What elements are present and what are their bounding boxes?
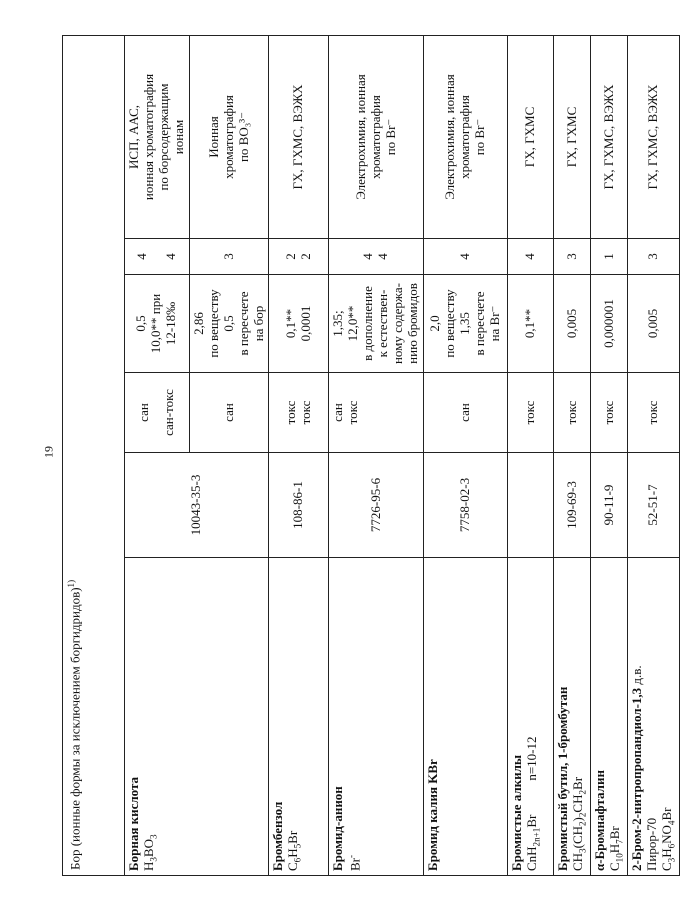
value-line: 2,86: [190, 312, 206, 335]
hazard-text: токс: [522, 400, 538, 425]
hazard-text: токс: [345, 400, 361, 425]
norm-value: [554, 275, 591, 373]
value-line: 12-18‰: [163, 301, 179, 346]
value-line: 0,5: [133, 315, 149, 332]
class-value: 1: [600, 253, 616, 260]
value-line: на бор: [250, 305, 266, 342]
table-row: [628, 36, 680, 876]
method-line: ГХ, ГХМС, ВЭЖХ: [600, 84, 616, 190]
method-line: ГХ, ГХМС, ВЭЖХ: [645, 84, 661, 190]
cas-number: 10043-35-3: [125, 453, 269, 558]
substance-name-cell: [554, 558, 591, 876]
hazard-class: [591, 239, 628, 275]
hazard-text: сан: [220, 403, 236, 422]
norm-value: [591, 275, 628, 373]
method-line: ИСП, ААС,: [126, 105, 141, 169]
hazard-indicator: [125, 373, 190, 453]
hazard-indicator: [554, 373, 591, 453]
class-value: 4: [522, 253, 538, 260]
value-line: 0,5: [220, 315, 236, 332]
table-row: [424, 36, 508, 876]
cas-number: 7758-02-3: [424, 453, 508, 558]
group-header-row: [63, 36, 125, 876]
norm-value: [628, 275, 680, 373]
method-line: Электрохимия, ионная: [442, 74, 458, 200]
norm-value: [125, 275, 190, 373]
value-line: по веществу: [205, 289, 221, 358]
formula-parameter: n=10-12: [524, 736, 539, 781]
substance-formula: $C_3H_6NO_4Br$: [658, 807, 677, 871]
cas-number: 109-69-3: [554, 453, 591, 558]
norm-value: [189, 275, 269, 373]
substance-name-cell: [269, 558, 329, 876]
substance-formula: $C_{10}H_7Br$: [606, 826, 625, 871]
substance-name: Бромид калия KBr: [425, 759, 441, 871]
hazard-class: [424, 239, 508, 275]
value-line: на Br⁻: [486, 305, 502, 342]
hazard-text: токс: [283, 400, 298, 425]
value-line: в дополнение: [360, 286, 376, 361]
class-value: 3: [220, 253, 236, 260]
hazard-class: [628, 239, 680, 275]
method-line: хроматография: [220, 95, 236, 179]
class-value: 4: [133, 253, 149, 260]
method-line: ГХ, ГХМС: [522, 106, 538, 168]
class-value: 4: [375, 253, 391, 260]
group-header-label: Бор (ионные формы за исключением боргидридов): [67, 587, 83, 870]
class-value: 2: [283, 253, 298, 260]
norm-value: [424, 275, 508, 373]
method-line: по Br⁻: [382, 118, 398, 156]
substance-name: α-Бромнафталин: [592, 770, 608, 871]
hazard-class: [554, 239, 591, 275]
analysis-method: [189, 36, 269, 239]
substance-name-suffix: д.в.: [629, 665, 645, 688]
analysis-method: [591, 36, 628, 239]
method-line: по Br⁻: [472, 118, 488, 156]
hazard-indicator: [424, 373, 508, 453]
class-value: 4: [457, 253, 473, 260]
value-line: по веществу: [442, 289, 458, 358]
value-line: 0,005: [645, 308, 661, 339]
method-line: ГХ, ГХМС, ВЭЖХ: [290, 84, 306, 190]
substance-name-cell: [591, 558, 628, 876]
table-row: [591, 36, 628, 876]
value-line: 12,0**: [345, 305, 361, 342]
value-line: 0,000001: [600, 299, 616, 348]
hazard-text: токс: [645, 400, 661, 425]
substance-name: Бромид-анион: [330, 786, 346, 871]
method-line: ионная хроматография: [140, 73, 156, 201]
value-line: 0,0001: [297, 305, 313, 342]
cas-number: 90-11-9: [591, 453, 628, 558]
cas-number: 52-51-7: [628, 453, 680, 558]
table-row: [508, 36, 554, 876]
substance-name: Борная кислота: [126, 776, 141, 871]
group-header-note: 1): [66, 579, 76, 588]
hazard-class: [269, 239, 329, 275]
substance-formula-line: [525, 562, 542, 871]
method-line: по борсодержащим: [155, 83, 171, 191]
value-line: нию бромидов: [405, 283, 421, 364]
class-value: 3: [563, 253, 579, 260]
value-line: к естествен-: [375, 289, 391, 358]
hazard-text: сан-токс: [160, 389, 176, 436]
hazard-text: сан: [457, 403, 473, 422]
hazard-class: [189, 239, 269, 275]
cas-number: 108-86-1: [269, 453, 329, 558]
value-line: 0,1**: [283, 308, 298, 339]
norm-value: [329, 275, 424, 373]
value-line: в пересчете: [472, 291, 488, 356]
substance-formula: CnH$_{2n+1}$Br: [524, 814, 542, 871]
hazard-indicator: [189, 373, 269, 453]
class-value: 4: [360, 253, 376, 260]
hazard-class: [125, 239, 190, 275]
hazard-text: сан: [330, 403, 346, 422]
group-header-cell: [63, 36, 125, 876]
hazard-text: токс: [297, 400, 313, 425]
substance-name-cell: [329, 558, 424, 876]
substance-formula: $H_3BO_3$: [140, 834, 159, 871]
cas-number: [508, 453, 554, 558]
rotated-table-wrapper: [62, 36, 677, 876]
value-line: 0,1**: [522, 308, 538, 339]
substances-table: [62, 35, 680, 876]
table-row: [554, 36, 591, 876]
hazard-text: токс: [600, 400, 616, 425]
substance-formula: Br-: [346, 854, 363, 871]
value-line: 10,0** при: [148, 293, 164, 354]
substance-name: 2-Бром-2-нитропропандиол-1,3: [629, 687, 645, 871]
hazard-text: токс: [563, 400, 579, 425]
value-line: в пересчете: [235, 291, 251, 356]
analysis-method: [554, 36, 591, 239]
substance-formula: $C_6H_5Br$: [285, 830, 303, 871]
method-line: хроматография: [367, 95, 383, 179]
substance-trade-name: Пирор-70: [643, 817, 659, 871]
cas-number: 7726-95-6: [329, 453, 424, 558]
analysis-method: [508, 36, 554, 239]
analysis-method: [424, 36, 508, 239]
value-line: 1,35;: [330, 310, 346, 337]
page-number: 19: [41, 446, 56, 458]
analysis-method: [125, 36, 190, 239]
table-row: [269, 36, 329, 876]
analysis-method: [628, 36, 680, 239]
substance-name-cell: [628, 558, 680, 876]
class-value: 3: [645, 253, 661, 260]
method-line: Электрохимия, ионная: [352, 74, 368, 200]
norm-value: [269, 275, 329, 373]
method-line: по BO₃³⁻: [235, 111, 251, 163]
method-line: ионам: [170, 119, 186, 155]
substance-name: Бромистый бутил, 1-бромбутан: [555, 686, 571, 871]
substance-name-cell: [125, 558, 269, 876]
hazard-indicator: [628, 373, 680, 453]
substance-name: Бромистые алкилы: [509, 754, 525, 871]
value-line: ному содержа-: [390, 282, 406, 365]
hazard-text: сан: [135, 403, 151, 422]
hazard-indicator: [329, 373, 424, 453]
substance-name-cell: [508, 558, 554, 876]
class-value: 2: [297, 253, 313, 260]
hazard-indicator: [269, 373, 329, 453]
analysis-method: [269, 36, 329, 239]
value-line: 2,0: [427, 315, 443, 332]
value-line: 1,35: [457, 312, 473, 335]
value-line: 0,005: [563, 308, 579, 339]
hazard-class: [329, 239, 424, 275]
table-row: [329, 36, 424, 876]
substance-name: Бромбензол: [270, 801, 286, 871]
method-line: Ионная: [205, 116, 221, 158]
method-line: хроматография: [457, 95, 473, 179]
norm-value: [508, 275, 554, 373]
hazard-class: [508, 239, 554, 275]
analysis-method: [329, 36, 424, 239]
hazard-indicator: [591, 373, 628, 453]
hazard-indicator: [508, 373, 554, 453]
method-line: ГХ, ГХМС: [563, 106, 579, 168]
substance-name-cell: [424, 558, 508, 876]
substance-name-line: [630, 562, 645, 871]
table-row: [125, 36, 190, 876]
class-value: 4: [162, 253, 178, 260]
substance-formula: $CH_3(CH_2)_2CH_2Br$: [570, 776, 588, 871]
